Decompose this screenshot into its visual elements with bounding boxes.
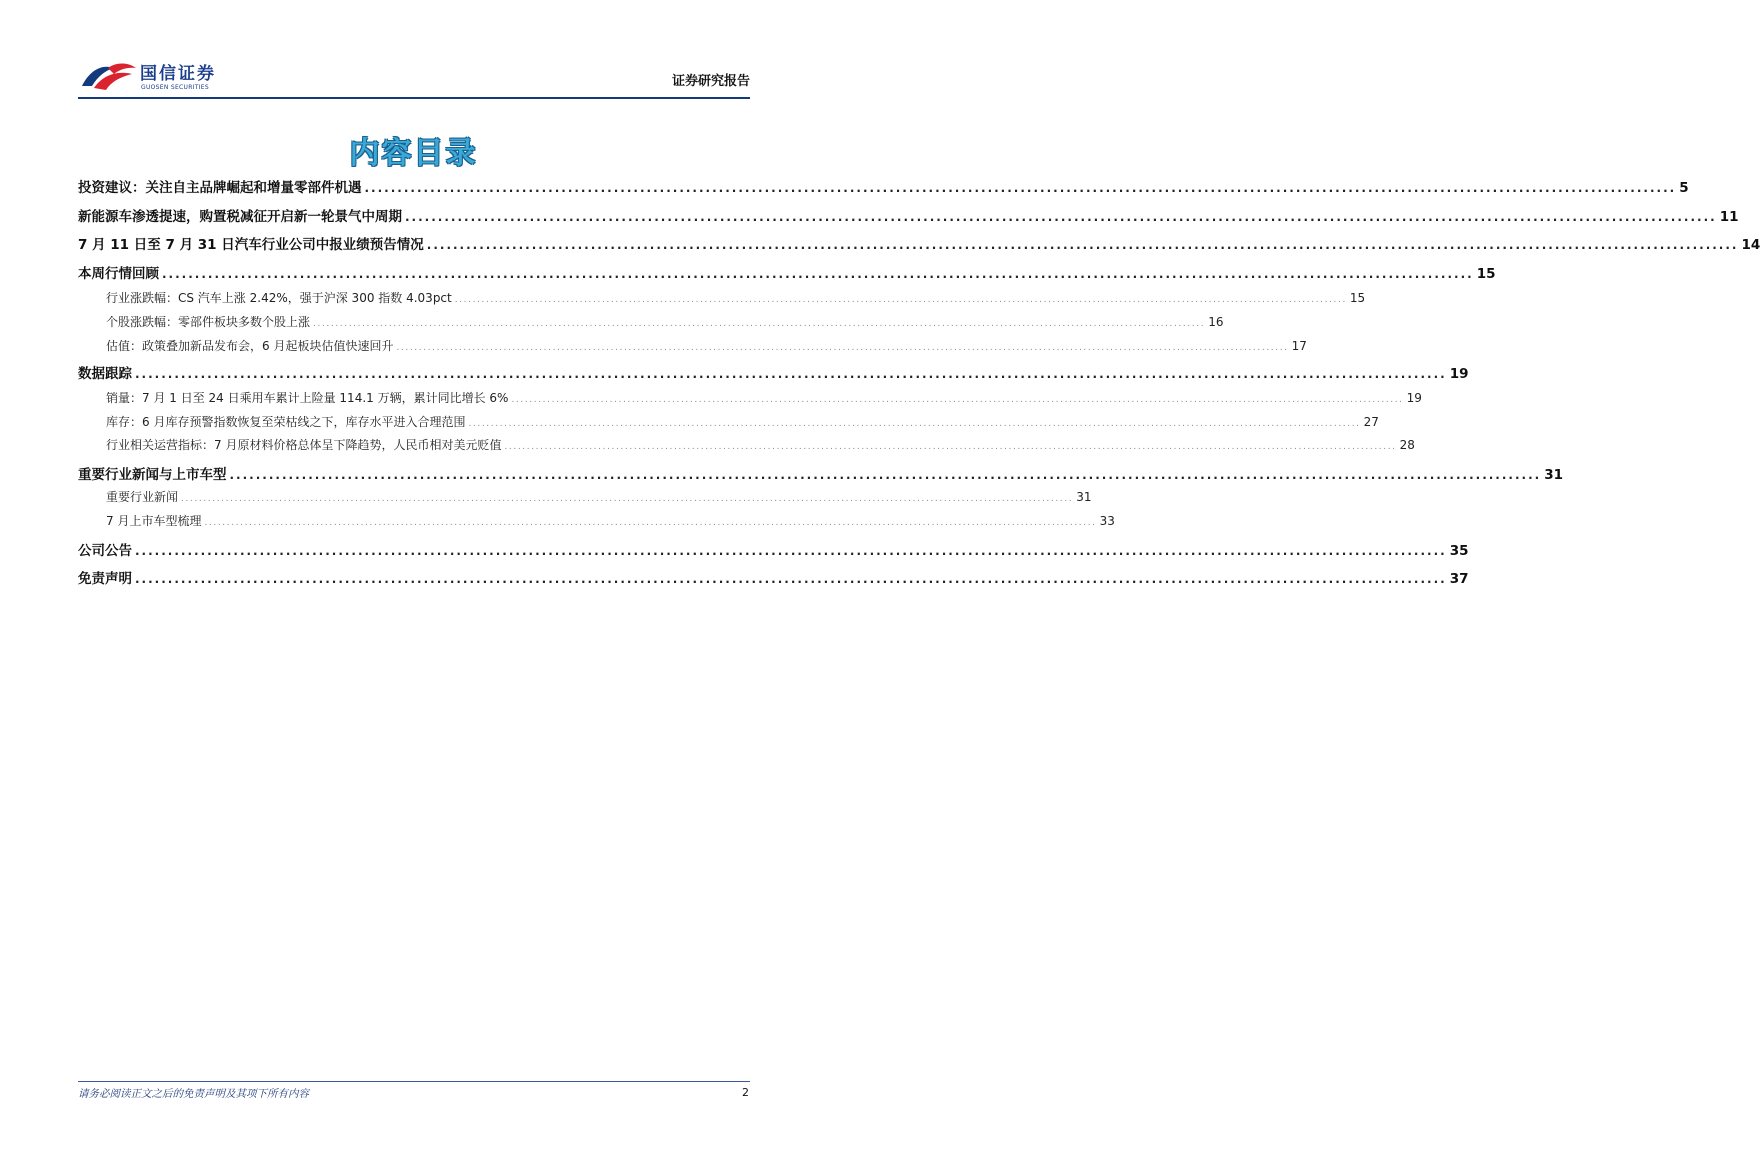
toc-entry-section[interactable]	[78, 233, 1760, 253]
toc-entry-page: 15	[1476, 266, 1496, 282]
toc-leader-dots: ........................................................................................................................................................................................................	[454, 295, 1347, 305]
toc-entry-title: 库存：6 月库存预警指数恢复至荣枯线之下，库存水平进入合理范围	[106, 415, 466, 429]
logo-english-name: GUOSEN SECURITIES	[141, 84, 210, 91]
toc-entry-title: 销量：7 月 1 日至 24 日乘用车累计上险量 114.1 万辆，累计同比增长 6%	[106, 391, 509, 405]
toc-entry-title: 7 月 11 日至 7 月 31 日汽车行业公司中报业绩预告情况	[78, 237, 424, 253]
toc-leader-dots: ........................................................................................................................................................................................................	[364, 181, 1677, 195]
toc-entry-title: 行业涨跌幅：CS 汽车上涨 2.42%，强于沪深 300 指数 4.03pct	[106, 291, 452, 305]
toc-leader-dots: ........................................................................................................................................................................................................	[504, 442, 1397, 452]
toc-entry-section[interactable]	[78, 567, 1469, 587]
toc-entry-subsection[interactable]	[106, 413, 1379, 430]
footer-divider	[78, 1081, 750, 1082]
toc-entry-page: 28	[1399, 438, 1415, 452]
toc-leader-dots: ........................................................................................................................................................................................................	[162, 267, 1474, 281]
toc-entry-section[interactable]	[78, 463, 1564, 483]
toc-entry-subsection[interactable]	[106, 436, 1415, 453]
toc-entry-page: 37	[1449, 571, 1469, 587]
toc-leader-dots: ........................................................................................................................................................................................................	[135, 572, 1447, 586]
toc-entry-page: 27	[1363, 415, 1379, 429]
toc-leader-dots: ........................................................................................................................................................................................................	[229, 468, 1542, 482]
toc-entry-title: 新能源车渗透提速，购置税减征开启新一轮景气中周期	[78, 209, 402, 225]
toc-entry-title: 个股涨跌幅：零部件板块多数个股上涨	[106, 315, 311, 329]
toc-leader-dots: ........................................................................................................................................................................................................	[135, 544, 1447, 558]
toc-entry-section[interactable]	[78, 205, 1739, 225]
toc-leader-dots: ........................................................................................................................................................................................................	[396, 343, 1289, 353]
toc-leader-dots: ........................................................................................................................................................................................................	[313, 319, 1206, 329]
header-divider	[78, 97, 750, 99]
toc-entry-subsection[interactable]	[106, 337, 1307, 354]
toc-entry-page: 5	[1679, 180, 1689, 196]
toc-entry-title: 行业相关运营指标：7 月原材料价格总体呈下降趋势，人民币相对美元贬值	[106, 438, 502, 452]
toc-leader-dots: ........................................................................................................................................................................................................	[135, 367, 1447, 381]
disclaimer-note: 请务必阅读正文之后的免责声明及其项下所有内容	[78, 1088, 309, 1100]
page-header	[78, 50, 750, 98]
toc-entry-page: 31	[1076, 490, 1092, 504]
toc-leader-dots: ........................................................................................................................................................................................................	[511, 395, 1404, 405]
toc-leader-dots: ........................................................................................................................................................................................................	[426, 238, 1739, 252]
toc-entry-section[interactable]	[78, 539, 1469, 559]
toc-entry-title: 估值：政策叠加新品发布会，6 月起板块估值快速回升	[106, 339, 394, 353]
toc-entry-page: 19	[1406, 391, 1422, 405]
toc-entry-section[interactable]	[78, 362, 1469, 382]
toc-leader-dots: ........................................................................................................................................................................................................	[405, 210, 1717, 224]
toc-heading: 内容目录	[349, 136, 478, 171]
toc-leader-dots: ........................................................................................................................................................................................................	[468, 419, 1361, 429]
toc-entry-page: 35	[1449, 543, 1469, 559]
toc-entry-page: 31	[1544, 467, 1564, 483]
toc-entry-section[interactable]	[78, 262, 1496, 282]
report-type-label: 证券研究报告	[671, 74, 750, 89]
toc-entry-page: 11	[1719, 209, 1739, 225]
toc-entry-title: 免责声明	[78, 571, 132, 587]
logo-chinese-name: 国信证券	[140, 64, 216, 84]
toc-entry-subsection[interactable]	[106, 488, 1092, 505]
toc-entry-title: 公司公告	[78, 543, 132, 559]
toc-entry-title: 本周行情回顾	[78, 266, 159, 282]
toc-entry-title: 重要行业新闻与上市车型	[78, 467, 227, 483]
toc-entry-title: 重要行业新闻	[106, 490, 179, 504]
toc-entry-subsection[interactable]	[106, 313, 1224, 330]
toc-entry-subsection[interactable]	[106, 389, 1422, 406]
toc-entry-title: 7 月上市车型梳理	[106, 514, 202, 528]
toc-entry-section[interactable]	[78, 176, 1689, 196]
toc-leader-dots: ........................................................................................................................................................................................................	[181, 494, 1074, 504]
guosen-logo	[78, 57, 228, 93]
toc-entry-page: 14	[1741, 237, 1760, 253]
toc-entry-subsection[interactable]	[106, 512, 1115, 529]
toc-entry-page: 33	[1099, 514, 1115, 528]
toc-entry-page: 16	[1208, 315, 1224, 329]
toc-entry-subsection[interactable]	[106, 289, 1366, 306]
guosen-emblem-icon	[80, 60, 138, 92]
toc-entry-page: 17	[1291, 339, 1307, 353]
toc-entry-title: 投资建议：关注自主品牌崛起和增量零部件机遇	[78, 180, 362, 196]
page-number: 2	[742, 1086, 749, 1099]
toc-entry-page: 19	[1449, 366, 1469, 382]
toc-leader-dots: ........................................................................................................................................................................................................	[204, 518, 1097, 528]
toc-entry-page: 15	[1349, 291, 1366, 305]
toc-entry-title: 数据跟踪	[78, 366, 132, 382]
